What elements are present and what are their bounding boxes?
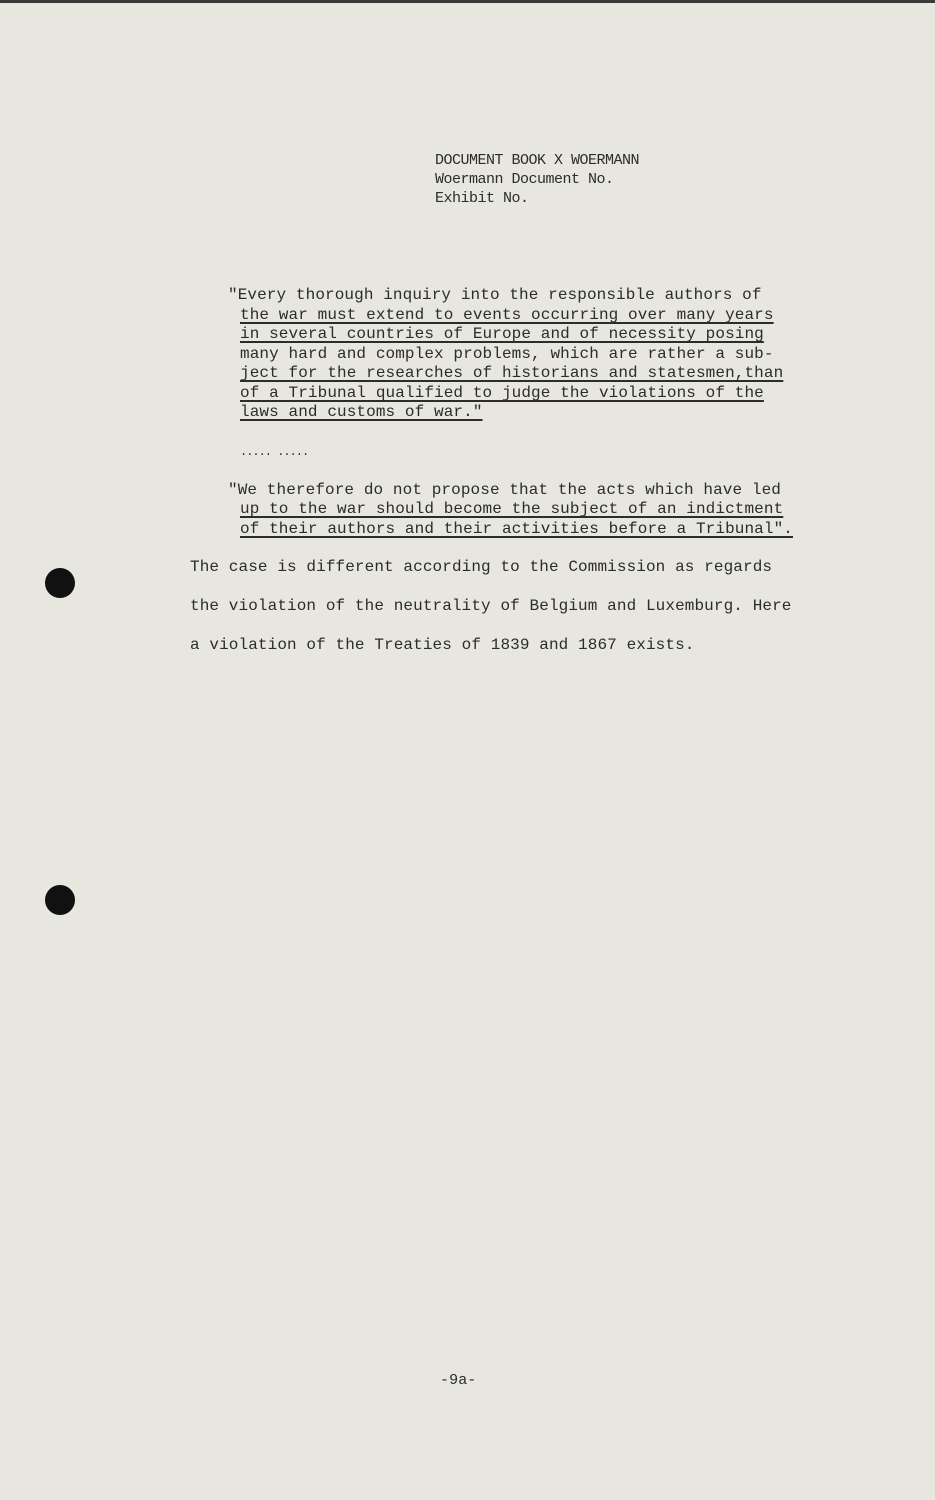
quote-line: ject for the researches of historians and statesmen,than — [240, 364, 784, 382]
quote-line: "Every thorough inquiry into the responsible authors of — [228, 286, 762, 304]
body-line: a violation of the Treaties of 1839 and 1867 exists. — [190, 636, 695, 654]
punch-hole — [45, 568, 75, 598]
quote-line: in several countries of Europe and of necessity posing — [240, 325, 764, 343]
omission-dots: ..... ..... — [240, 445, 309, 459]
quote-line: laws and customs of war." — [240, 403, 483, 421]
body-line: The case is different according to the Commission as regards — [190, 558, 773, 576]
quote-line: the war must extend to events occurring over many years — [240, 306, 774, 324]
header-line-exhibit: Exhibit No. — [435, 190, 529, 207]
quote-line: many hard and complex problems, which are rather a sub- — [240, 345, 774, 363]
punch-hole — [45, 885, 75, 915]
quote-line: up to the war should become the subject of an indictment — [240, 500, 784, 518]
header-line-document: Woermann Document No. — [435, 171, 614, 188]
header-line-book: DOCUMENT BOOK X WOERMANN — [435, 152, 640, 169]
body-line: the violation of the neutrality of Belgium and Luxemburg. Here — [190, 597, 792, 615]
quote-line: of their authors and their activities before a Tribunal". — [240, 520, 793, 538]
page-number: -9a- — [440, 1372, 477, 1389]
scan-edge — [0, 0, 935, 3]
quote-line: "We therefore do not propose that the acts which have led — [228, 481, 781, 499]
quote-line: of a Tribunal qualified to judge the violations of the — [240, 384, 764, 402]
